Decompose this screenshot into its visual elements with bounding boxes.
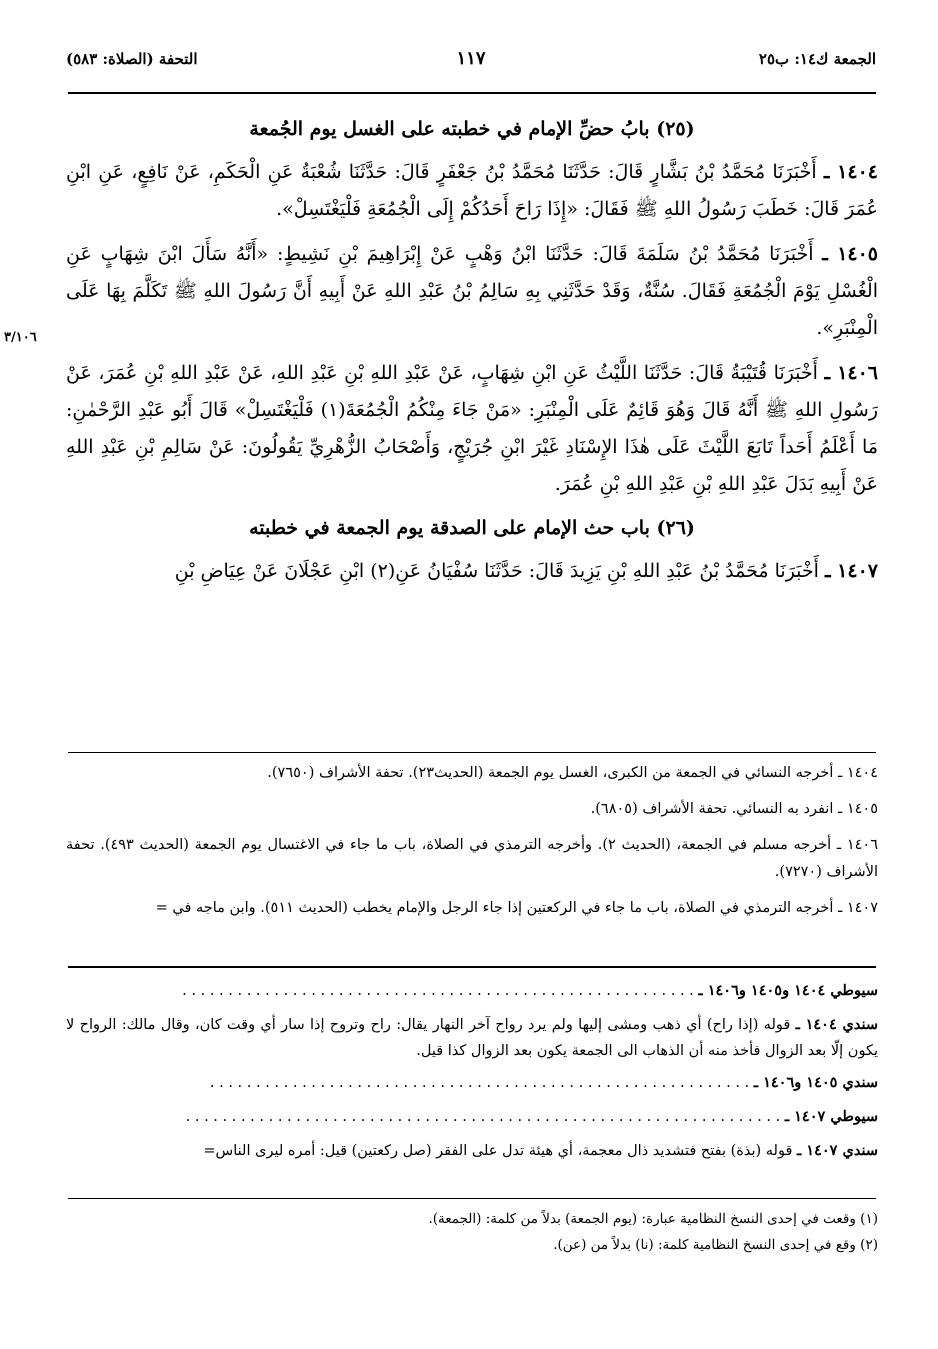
hadith-text: أَخْبَرَنَا مُحَمَّدُ بْنُ بَشَّارٍ قَالَ: حَدَّثَنَا مُحَمَّدُ بْنُ جَعْفَرٍ قَالَ: حَدَّثَنَا شُعْبَةُ عَنِ الْحَكَمِ، عَنْ نَافِعٍ، عَنِ ابْنِ عُمَرَ قَالَ: خَطَبَ رَسُولُ اللهِ ﷺ فَقَالَ: «إِذَا رَاحَ أَحَدُكُمْ إِلَى الْجُمُعَةِ فَلْيَغْتَسِلْ».	[66, 161, 878, 220]
chapter-title-25: (٢٥) بابُ حضِّ الإمام في خطبته على الغسل يوم الجُمعة	[249, 118, 695, 140]
sindi-1407	[66, 1138, 878, 1164]
dot-leader: . . . . . . . . . . . . . . . . . . . . . . . . . . . . . . . . . . . . . . . . . . . . . . . . . . . . . . . .	[182, 983, 694, 999]
takhrij-1404: ١٤٠٤ ـ أخرجه النسائي في الجمعة من الكبرى، الغسل يوم الجمعة (الحديث٢٣). تحفة الأشراف (٧٦٥٠).	[267, 765, 878, 781]
header-book-ref: الجمعة ك١٤: ب٢٥	[758, 50, 876, 68]
hadith-1405	[66, 236, 878, 347]
takhrij-notes	[66, 760, 878, 931]
hadith-1404	[66, 154, 878, 228]
chapter-title-26: (٢٦) باب حث الإمام على الصدقة يوم الجمعة في خطبته	[249, 517, 695, 539]
header-tuhfa-ref: التحفة (الصلاة: ٥٨٣)	[66, 50, 198, 68]
takhrij-1405: ١٤٠٥ ـ انفرد به النسائي. تحفة الأشراف (٦٨٠٥).	[590, 801, 878, 817]
sindi-1405-1406	[66, 1070, 878, 1096]
suyuti-1404-1406	[66, 978, 878, 1004]
dot-leader: . . . . . . . . . . . . . . . . . . . . . . . . . . . . . . . . . . . . . . . . . . . . . . . . . . . . . . . . . . . . . . . . .	[185, 1109, 781, 1125]
hadith-1407	[66, 553, 878, 590]
commentary-divider	[68, 966, 876, 968]
hadith-number: ١٤٠٦ ـ	[824, 362, 879, 384]
commentary-label: سندي ١٤٠٤ ـ	[795, 1016, 878, 1033]
manuscript-variants	[66, 1206, 878, 1258]
takhrij-1406: ١٤٠٦ ـ أخرجه مسلم في الجمعة، (الحديث ٢). وأخرجه الترمذي في الصلاة، باب ما جاء في الاغتسال يوم الجمعة (الحديث ٤٩٣). تحفة الأشراف (٧٢٧٠).	[66, 837, 878, 880]
commentary-label: سندي ١٤٠٧ ـ	[797, 1142, 878, 1159]
variants-divider	[68, 1198, 876, 1199]
commentary-text: قوله (إذا راح) أي ذهب ومشى إليها ولم يرد رواح آخر النهار يقال: راح وتروح إذا سار أي وقت كان، وقال مالك: الرواح لا يكون إلّا بعد الزوال فأخذ منه أن الذهاب الى الجمعة يكون بعد الزوال كذا قيل.	[66, 1017, 878, 1059]
commentary-label: سيوطي ١٤٠٧ ـ	[784, 1108, 878, 1125]
takhrij-1407: ١٤٠٧ ـ أخرجه الترمذي في الصلاة، باب ما جاء في الركعتين إذا جاء الرجل والإمام يخطب (الحديث ٥١١). وابن ماجه في =	[155, 900, 878, 916]
suyuti-1407	[66, 1104, 878, 1130]
commentary-text: قوله (بذة) بفتح فتشديد ذال معجمة، أي هيئة تدل على الفقر (صل ركعتين) قيل: أمره ليرى الناس=	[203, 1143, 793, 1159]
hadith-1406	[66, 355, 878, 503]
variant-note-2: (٢) وقع في إحدى النسخ النظامية كلمة: (نا) بدلاً من (عن).	[553, 1237, 878, 1253]
commentary-label: سندي ١٤٠٥ و١٤٠٦ ـ	[753, 1074, 878, 1091]
commentary-label: سيوطي ١٤٠٤ و١٤٠٥ و١٤٠٦ ـ	[698, 982, 878, 999]
header-divider	[68, 92, 876, 94]
hadith-number: ١٤٠٤ ـ	[823, 161, 878, 183]
hadith-text: أَخْبَرَنَا مُحَمَّدُ بْنُ عَبْدِ اللهِ بْنِ يَزِيدَ قَالَ: حَدَّثَنَا سُفْيَانُ عَنِ(٢) ابْنِ عَجْلَانَ عَنْ عِيَاضِ بْنِ	[174, 560, 819, 582]
hadith-number: ١٤٠٥ ـ	[822, 243, 879, 265]
margin-volume-ref: ٣/١٠٦	[4, 330, 37, 345]
sindi-1404	[66, 1012, 878, 1064]
hadith-text: أَخْبَرَنَا قُتَيْبَةُ قَالَ: حَدَّثَنَا اللَّيْثُ عَنِ ابْنِ شِهَابٍ، عَنْ عَبْدِ اللهِ بْنِ عَبْدِ اللهِ، عَنْ عَبْدِ اللهِ بْنِ عُمَرَ، عَنْ رَسُولِ اللهِ ﷺ أَنَّهُ قَالَ وَهُوَ قَائِمٌ عَلَى الْمِنْبَرِ: «مَنْ جَاءَ مِنْكُمُ الْجُمُعَةَ(١) فَلْيَغْتَسِلْ» قَالَ أَبُو عَبْدِ الرَّحْمٰنِ: مَا أَعْلَمُ أَحَداً تَابَعَ اللَّيْثَ عَلَى هٰذَا الإِسْنَادِ غَيْرَ ابْنِ جُرَيْجٍ، وَأَصْحَابُ الزُّهْرِيِّ يَقُولُونَ: عَنْ سَالِمِ بْنِ عَبْدِ اللهِ عَنْ أَبِيهِ بَدَلَ عَبْدِ اللهِ بْنِ عَبْدِ اللهِ بْنِ عُمَرَ.	[66, 362, 878, 495]
dot-leader: . . . . . . . . . . . . . . . . . . . . . . . . . . . . . . . . . . . . . . . . . . . . . . . . . . . . . . . . . . .	[209, 1075, 750, 1091]
main-text	[66, 108, 878, 598]
takhrij-divider	[68, 752, 876, 753]
hadith-text: أَخْبَرَنَا مُحَمَّدُ بْنُ سَلَمَةَ قَالَ: حَدَّثَنَا ابْنُ وَهْبٍ عَنْ إِبْرَاهِيمَ بْنِ نَشِيطٍ: «أَنَّهُ سَأَلَ ابْنَ شِهَابٍ عَنِ الْغُسْلِ يَوْمَ الْجُمُعَةِ فَقَالَ. سُنَّةٌ، وَقَدْ حَدَّثَنِي بِهِ سَالِمُ بْنُ عَبْدِ اللهِ عَنْ أَبِيهِ أَنَّ رَسُولَ اللهِ ﷺ تَكَلَّمَ بِهَا عَلَى الْمِنْبَرِ».	[66, 243, 878, 339]
page-number: ١١٧	[456, 48, 486, 69]
hadith-number: ١٤٠٧ ـ	[824, 560, 878, 582]
variant-note-1: (١) وقعت في إحدى النسخ النظامية عبارة: (يوم الجمعة) بدلاً من كلمة: (الجمعة).	[428, 1211, 878, 1227]
commentary-section	[66, 972, 878, 1164]
page-header	[66, 46, 876, 82]
